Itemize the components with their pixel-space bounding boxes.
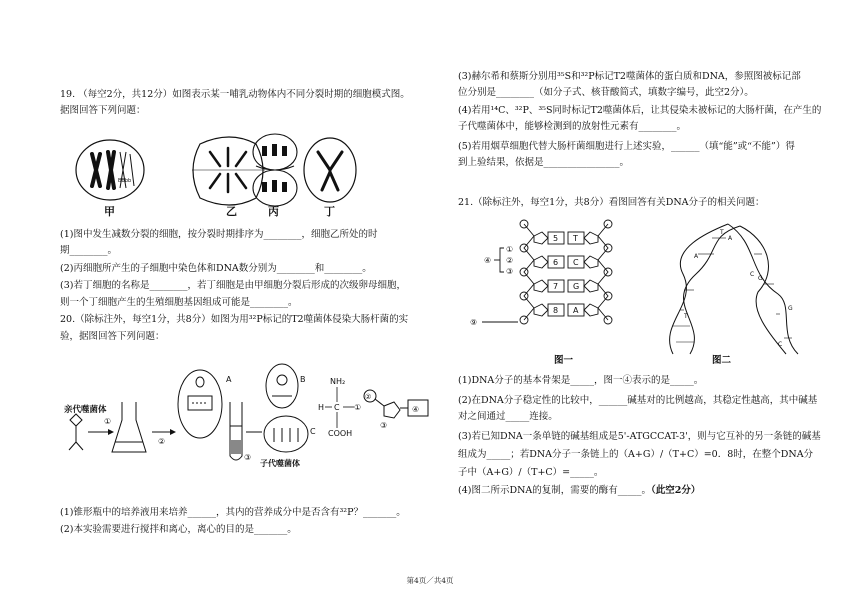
circle-number-1-left: ①	[104, 417, 112, 426]
cell-jia-drawing	[76, 140, 144, 200]
label-a: A	[226, 375, 232, 384]
q21-q4-bold: （此空2分）	[651, 485, 701, 496]
parent-phage-icon	[69, 414, 83, 450]
flask-icon	[112, 402, 146, 452]
fig1-num-4: ④	[484, 256, 492, 265]
q21-q3-line1: (3)若已知DNA一条单链的碱基组成是5'-ATGCCAT-3'，则与它互补的另一条链的碱基	[458, 431, 821, 442]
fig1-box-7: 7	[553, 282, 559, 291]
fig1-box-6: 6	[553, 258, 559, 267]
dna-ladder-figure	[482, 220, 612, 324]
q21-q3-line2: 组成为_____；若DNA分子一条链上的（A+G）/（T+C）=0．8时，在整个DNA分	[458, 449, 814, 460]
bacterium-c-icon	[264, 416, 308, 452]
q19-intro-line2: 据图回答下列问题：	[60, 105, 146, 116]
q20-q1: (1)锥形瓶中的培养液用来培养______，其内的营养成分中是否含有³²P？_______。	[60, 507, 406, 518]
helix-letter-7: G	[788, 305, 793, 312]
circle-number-4-right: ④	[412, 405, 420, 414]
circle-number-2-left: ②	[158, 437, 166, 446]
fig1-box-5: 5	[553, 234, 559, 243]
cell-label-jia: 甲	[104, 205, 115, 218]
q20-q4-line1: (4)若用¹⁴C、³²P、³⁵S同时标记T2噬菌体后，让其侵染未被标记的大肠杆菌，在产生的	[458, 105, 822, 116]
fig1-base-a: A	[573, 306, 579, 315]
q19-intro-line1: 19. （每空2分，共12分）如图表示某一哺乳动物体内不同分裂时期的细胞模式图。	[60, 89, 410, 100]
fig1-num-3: ③	[506, 267, 514, 276]
q21-intro: 21.（除标注外，每空1分，共8分）看图回答有关DNA分子的相关问题：	[458, 197, 765, 208]
bacterium-b-icon	[266, 364, 298, 408]
dna-figures	[458, 214, 803, 364]
circle-number-3-right: ③	[380, 421, 388, 430]
fig1-num-1: ①	[506, 245, 514, 254]
q19-q2: (2)丙细胞所产生的子细胞中染色体和DNA数分别为________和________。	[60, 263, 372, 274]
helix-letter-1: T	[720, 229, 724, 236]
q21-q2-line2: 对之间通过_____连接。	[458, 411, 558, 422]
fig1-num-9: ⑨	[470, 318, 478, 327]
bacterium-a-icon	[178, 370, 222, 438]
circle-number-3-left: ③	[244, 453, 252, 462]
fig1-base-g: G	[573, 282, 580, 291]
helix-letter-3: C	[750, 271, 755, 278]
q19-q3-line1: (3)若丁细胞的名称是________，若丁细胞是由甲细胞分裂后形成的次级卵母细胞，	[60, 280, 406, 291]
helix-letter-8: C	[778, 341, 783, 348]
amino-nh2: NH₂	[330, 377, 346, 386]
svg-text:BBbb: BBbb	[118, 178, 132, 184]
q21-q4-text: (4)图二所示DNA的复制，需要的酶有_____。	[458, 485, 651, 496]
q21-q1: (1)DNA分子的基本骨架是_____，图一④表示的是_____。	[458, 375, 704, 386]
q20-intro-line2: 验，据图回答下列问题：	[60, 331, 165, 342]
q20-intro-line1: 20.（除标注外，每空1分，共8分）如图为用³²P标记的T2噬菌体侵染大肠杆菌的实	[60, 314, 409, 325]
q20-q3-line2: 位分别是________（如分子式、核苷酸简式，填数字编号，此空2分）。	[458, 87, 754, 98]
amino-c: C	[334, 403, 340, 412]
dna-helix-figure	[670, 224, 798, 354]
cell-division-figure	[60, 122, 432, 227]
q20-q3-line1: (3)赫尔希和蔡斯分别用³⁵S和³²P标记T2噬菌体的蛋白质和DNA，参照图被标记部	[458, 71, 801, 82]
q19-q1-line2: 期________。	[60, 245, 118, 256]
phage-experiment-figure	[60, 362, 432, 482]
cell-label-yi: 乙	[226, 205, 237, 218]
q19-q1-line1: (1)图中发生减数分裂的细胞，按分裂时期排序为________，细胞乙所处的时	[60, 229, 378, 240]
q20-q5-line2: 到上验结果，依据是________________。	[458, 157, 630, 168]
q21-q3-line3: 子中（A+G）/（T+C）=_____。	[458, 467, 604, 478]
fig1-base-t: T	[573, 234, 578, 243]
helix-letter-6: T	[684, 313, 688, 320]
q21-q4	[458, 484, 700, 497]
label-c: C	[310, 427, 316, 436]
amino-cooh: COOH	[328, 429, 353, 438]
page-footer: 第4页／共4页	[406, 576, 454, 585]
q20-q5-line1: (5)若用烟草细胞代替大肠杆菌细胞进行上述实验，______（填“能”或“不能”）得	[458, 141, 795, 152]
circle-number-2-right: ②	[365, 393, 372, 401]
amino-h: H	[318, 403, 325, 412]
cell-label-ding: 丁	[324, 205, 335, 218]
q19-q3-line2: 则一个丁细胞产生的生殖细胞基因组成可能是________。	[60, 297, 298, 308]
circle-number-1-right: ①	[354, 403, 362, 412]
test-tube-icon	[230, 402, 242, 460]
fig1-base-c: C	[573, 258, 579, 267]
fig2-caption: 图二	[712, 355, 732, 366]
cell-label-bing: 丙	[268, 205, 279, 218]
label-b: B	[300, 375, 306, 384]
q21-q2-line1: (2)在DNA分子稳定性的比较中，______碱基对的比例越高，其稳定性越高，其中碱基	[458, 395, 818, 406]
helix-letter-5: A	[694, 253, 699, 260]
q20-q4-line2: 子代噬菌体中，能够检测到的放射性元素有________。	[458, 121, 687, 132]
fig1-num-2: ②	[506, 256, 514, 265]
fig1-caption: 图一	[554, 355, 574, 366]
q20-q2: (2)本实验需要进行搅拌和离心，离心的目的是_______。	[60, 524, 297, 535]
fig1-box-8: 8	[553, 306, 559, 315]
helix-letter-4: G	[758, 275, 763, 282]
cell-ding-drawing	[304, 138, 356, 202]
parent-phage-label: 亲代噬菌体	[64, 405, 107, 415]
offspring-phage-label: 子代噬菌体	[260, 459, 300, 468]
helix-letter-2: A	[728, 235, 733, 242]
